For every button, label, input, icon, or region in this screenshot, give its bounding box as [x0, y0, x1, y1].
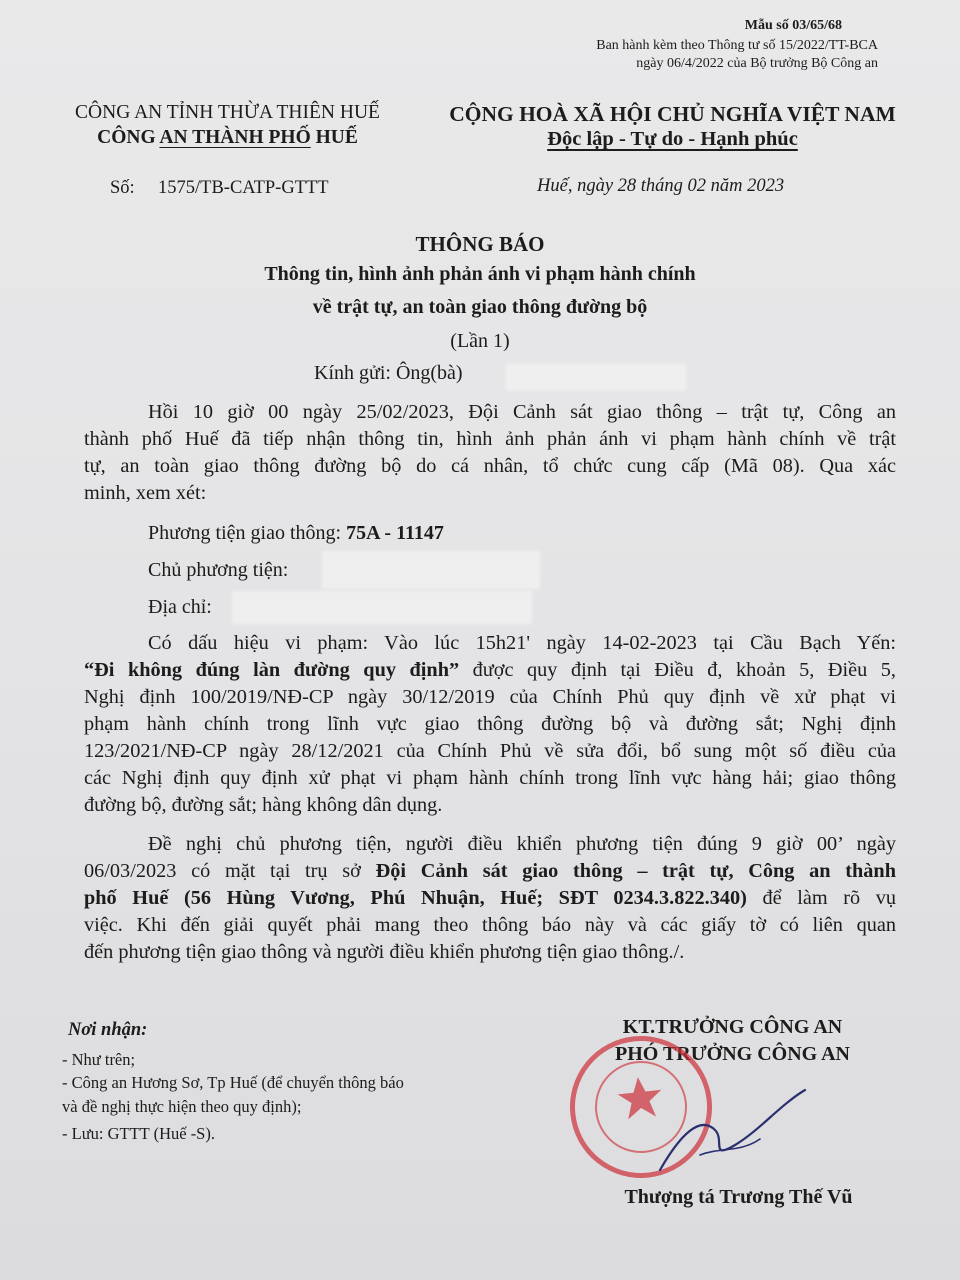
vehicle-plate: 75A - 11147 — [346, 522, 444, 544]
form-reference-line: Ban hành kèm theo Thông tư số 15/2022/TT-BCA — [596, 38, 878, 53]
paragraph-1-line-4: minh, xem xét: — [84, 482, 207, 504]
org-name-pre: CÔNG — [97, 127, 160, 148]
redacted-address — [232, 591, 532, 624]
paragraph-3-line-5: đến phương tiện giao thông và người điều khiển phương tiện giao thông./. — [84, 941, 685, 963]
vehicle-field — [148, 522, 444, 545]
violation-name: “Đi không đúng làn đường quy định” — [84, 659, 460, 681]
appointment-date: 06/03/2023 có mặt tại trụ sở — [84, 860, 376, 882]
paragraph-2-line-4: phạm hành chính trong lĩnh vực giao thông đường bộ và đường sắt; Nghị định — [84, 713, 896, 735]
form-reference-date: ngày 06/4/2022 của Bộ trưởng Bộ Công an — [636, 56, 878, 71]
address-field — [148, 596, 212, 619]
motto-text: Độc lập - Tự do - Hạnh phúc — [547, 128, 798, 150]
recipient-item: - Công an Hương Sơ, Tp Huế (để chuyển thông báo — [62, 1073, 404, 1092]
paragraph-2-line-5: 123/2021/NĐ-CP ngày 28/12/2021 của Chính Phủ về sửa đổi, bổ sung một số điều của — [84, 740, 896, 762]
paragraph-1-line-2: thành phố Huế đã tiếp nhận thông tin, hình ảnh phản ánh vi phạm hành chính về trật — [84, 428, 896, 450]
nation-motto — [440, 128, 905, 151]
paragraph-3-line-3 — [84, 887, 896, 910]
handwritten-signature — [640, 1075, 810, 1195]
owner-field — [148, 559, 288, 582]
paragraph-2-line-6: các Nghị định quy định xử phạt vi phạm hành chính trong lĩnh vực hàng hải; giao thông — [84, 767, 896, 789]
nation-name: CỘNG HOÀ XÃ HỘI CHỦ NGHĨA VIỆT NAM — [449, 102, 896, 126]
document-subtitle-2: về trật tự, an toàn giao thông đường bộ — [312, 296, 648, 318]
org-name-post: HUẾ — [310, 127, 358, 148]
office-address: phố Huế (56 Hùng Vương, Phú Nhuận, Huế; SĐT 0234.3.822.340) — [84, 887, 747, 909]
recipient-item: và đề nghị thực hiện theo quy định); — [62, 1097, 302, 1116]
paragraph-3-line-4: việc. Khi đến giải quyết phải mang theo thông báo này và các giấy tờ có liên quan — [84, 914, 896, 936]
paragraph-2-line-3: Nghị định 100/2019/NĐ-CP ngày 30/12/2019 của Chính Phủ quy định về xử phạt vi — [84, 686, 896, 708]
addressee-label: Kính gửi: Ông(bà) — [314, 362, 463, 384]
document-number: 1575/TB-CATP-GTTT — [158, 178, 329, 198]
paragraph-1-line-1: Hồi 10 giờ 00 ngày 25/02/2023, Đội Cảnh sát giao thông – trật tự, Công an — [148, 401, 896, 423]
document-number-label: Số: — [110, 178, 135, 198]
form-number: Mẫu số 03/65/68 — [744, 18, 842, 33]
signer-name: Thượng tá Trương Thế Vũ — [624, 1186, 853, 1208]
paragraph-2-line-1: Có dấu hiệu vi phạm: Vào lúc 15h21' ngày 14-02-2023 tại Cầu Bạch Yến: — [148, 632, 896, 654]
paragraph-2-line-2 — [84, 659, 896, 682]
org-name-underlined: AN THÀNH PHỐ — [159, 127, 311, 148]
signer-title-2: PHÓ TRƯỞNG CÔNG AN — [614, 1043, 850, 1065]
paragraph-2-line-7: đường bộ, đường sắt; hàng không dân dụng. — [84, 794, 443, 816]
recipients-label: Nơi nhận: — [68, 1020, 148, 1040]
paragraph-3-line-3-rest: để làm rõ vụ — [746, 887, 896, 909]
document-title: THÔNG BÁO — [415, 232, 545, 256]
office-name: Đội Cảnh sát giao thông – trật tự, Công an thành — [375, 860, 896, 882]
paragraph-3-line-1: Đề nghị chủ phương tiện, người điều khiển phương tiện đúng 9 giờ 00’ ngày — [148, 833, 896, 855]
violation-article: được quy định tại Điều đ, khoản 5, Điều 5, — [459, 659, 896, 681]
recipient-item: - Như trên; — [62, 1050, 136, 1069]
address-label: Địa chỉ: — [148, 596, 212, 618]
notice-count: (Lần 1) — [450, 330, 510, 352]
org-parent: CÔNG AN TỈNH THỪA THIÊN HUẾ — [75, 102, 380, 123]
org-name — [55, 127, 400, 149]
redacted-owner — [322, 551, 540, 589]
signer-title-1: KT.TRƯỞNG CÔNG AN — [622, 1016, 843, 1038]
owner-label: Chủ phương tiện: — [148, 559, 289, 581]
date-line: Huế, ngày 28 tháng 02 năm 2023 — [537, 176, 785, 196]
vehicle-label: Phương tiện giao thông: — [148, 522, 347, 544]
recipient-item: - Lưu: GTTT (Huế -S). — [62, 1124, 215, 1143]
document-subtitle-1: Thông tin, hình ảnh phản ánh vi phạm hành chính — [264, 263, 696, 285]
redacted-addressee — [506, 364, 686, 391]
paragraph-1-line-3: tự, an toàn giao thông đường bộ do cá nhân, tổ chức cung cấp (Mã 08). Qua xác — [84, 455, 896, 477]
paragraph-3-line-2 — [84, 860, 896, 883]
